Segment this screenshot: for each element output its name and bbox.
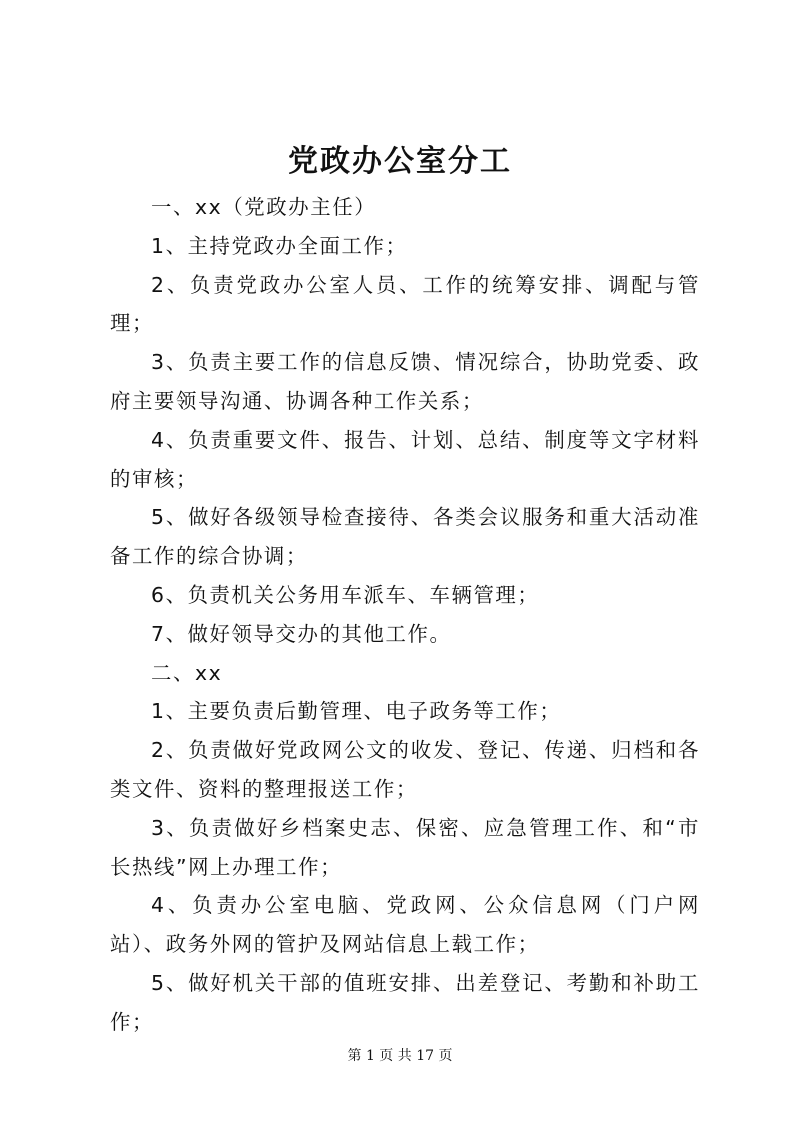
paragraph: 1、主持党政办全面工作； xyxy=(151,233,408,258)
paragraph: 7、做好领导交办的其他工作。 xyxy=(151,621,452,646)
paragraph: 2、负责做好党政网公文的收发、登记、传递、归档和各类文件、资料的整理报送工作； xyxy=(110,738,700,801)
paragraph: 4、负责办公室电脑、党政网、公众信息网（门户网站）、政务外网的管护及网站信息上载工作； xyxy=(110,893,700,957)
page-title: 党政办公室分工 xyxy=(288,144,512,179)
paragraph: 2、负责党政办公室人员、工作的统筹安排、调配与管理； xyxy=(110,272,700,336)
paragraph: 4、负责重要文件、报告、计划、总结、制度等文字材料的审核； xyxy=(110,427,700,491)
section-heading-2: 二、xx xyxy=(151,660,223,685)
paragraph: 5、做好各级领导检查接待、各类会议服务和重大活动准备工作的综合协调； xyxy=(110,505,700,569)
paragraph: 3、负责主要工作的信息反馈、情况综合，协助党委、政府主要领导沟通、协调各种工作关系； xyxy=(110,350,700,413)
page-number-footer: 第 1 页 共 17 页 xyxy=(347,1048,453,1064)
paragraph: 3、负责做好乡档案史志、保密、应急管理工作、和“市长热线”网上办理工作； xyxy=(110,815,700,879)
document-body xyxy=(110,188,700,1042)
paragraph: 1、主要负责后勤管理、电子政务等工作； xyxy=(151,699,562,724)
section-heading-1: 一、xx（党政办主任） xyxy=(151,195,377,219)
paragraph: 5、做好机关干部的值班安排、出差登记、考勤和补助工作； xyxy=(110,970,700,1034)
paragraph: 6、负责机关公务用车派车、车辆管理； xyxy=(151,582,540,607)
